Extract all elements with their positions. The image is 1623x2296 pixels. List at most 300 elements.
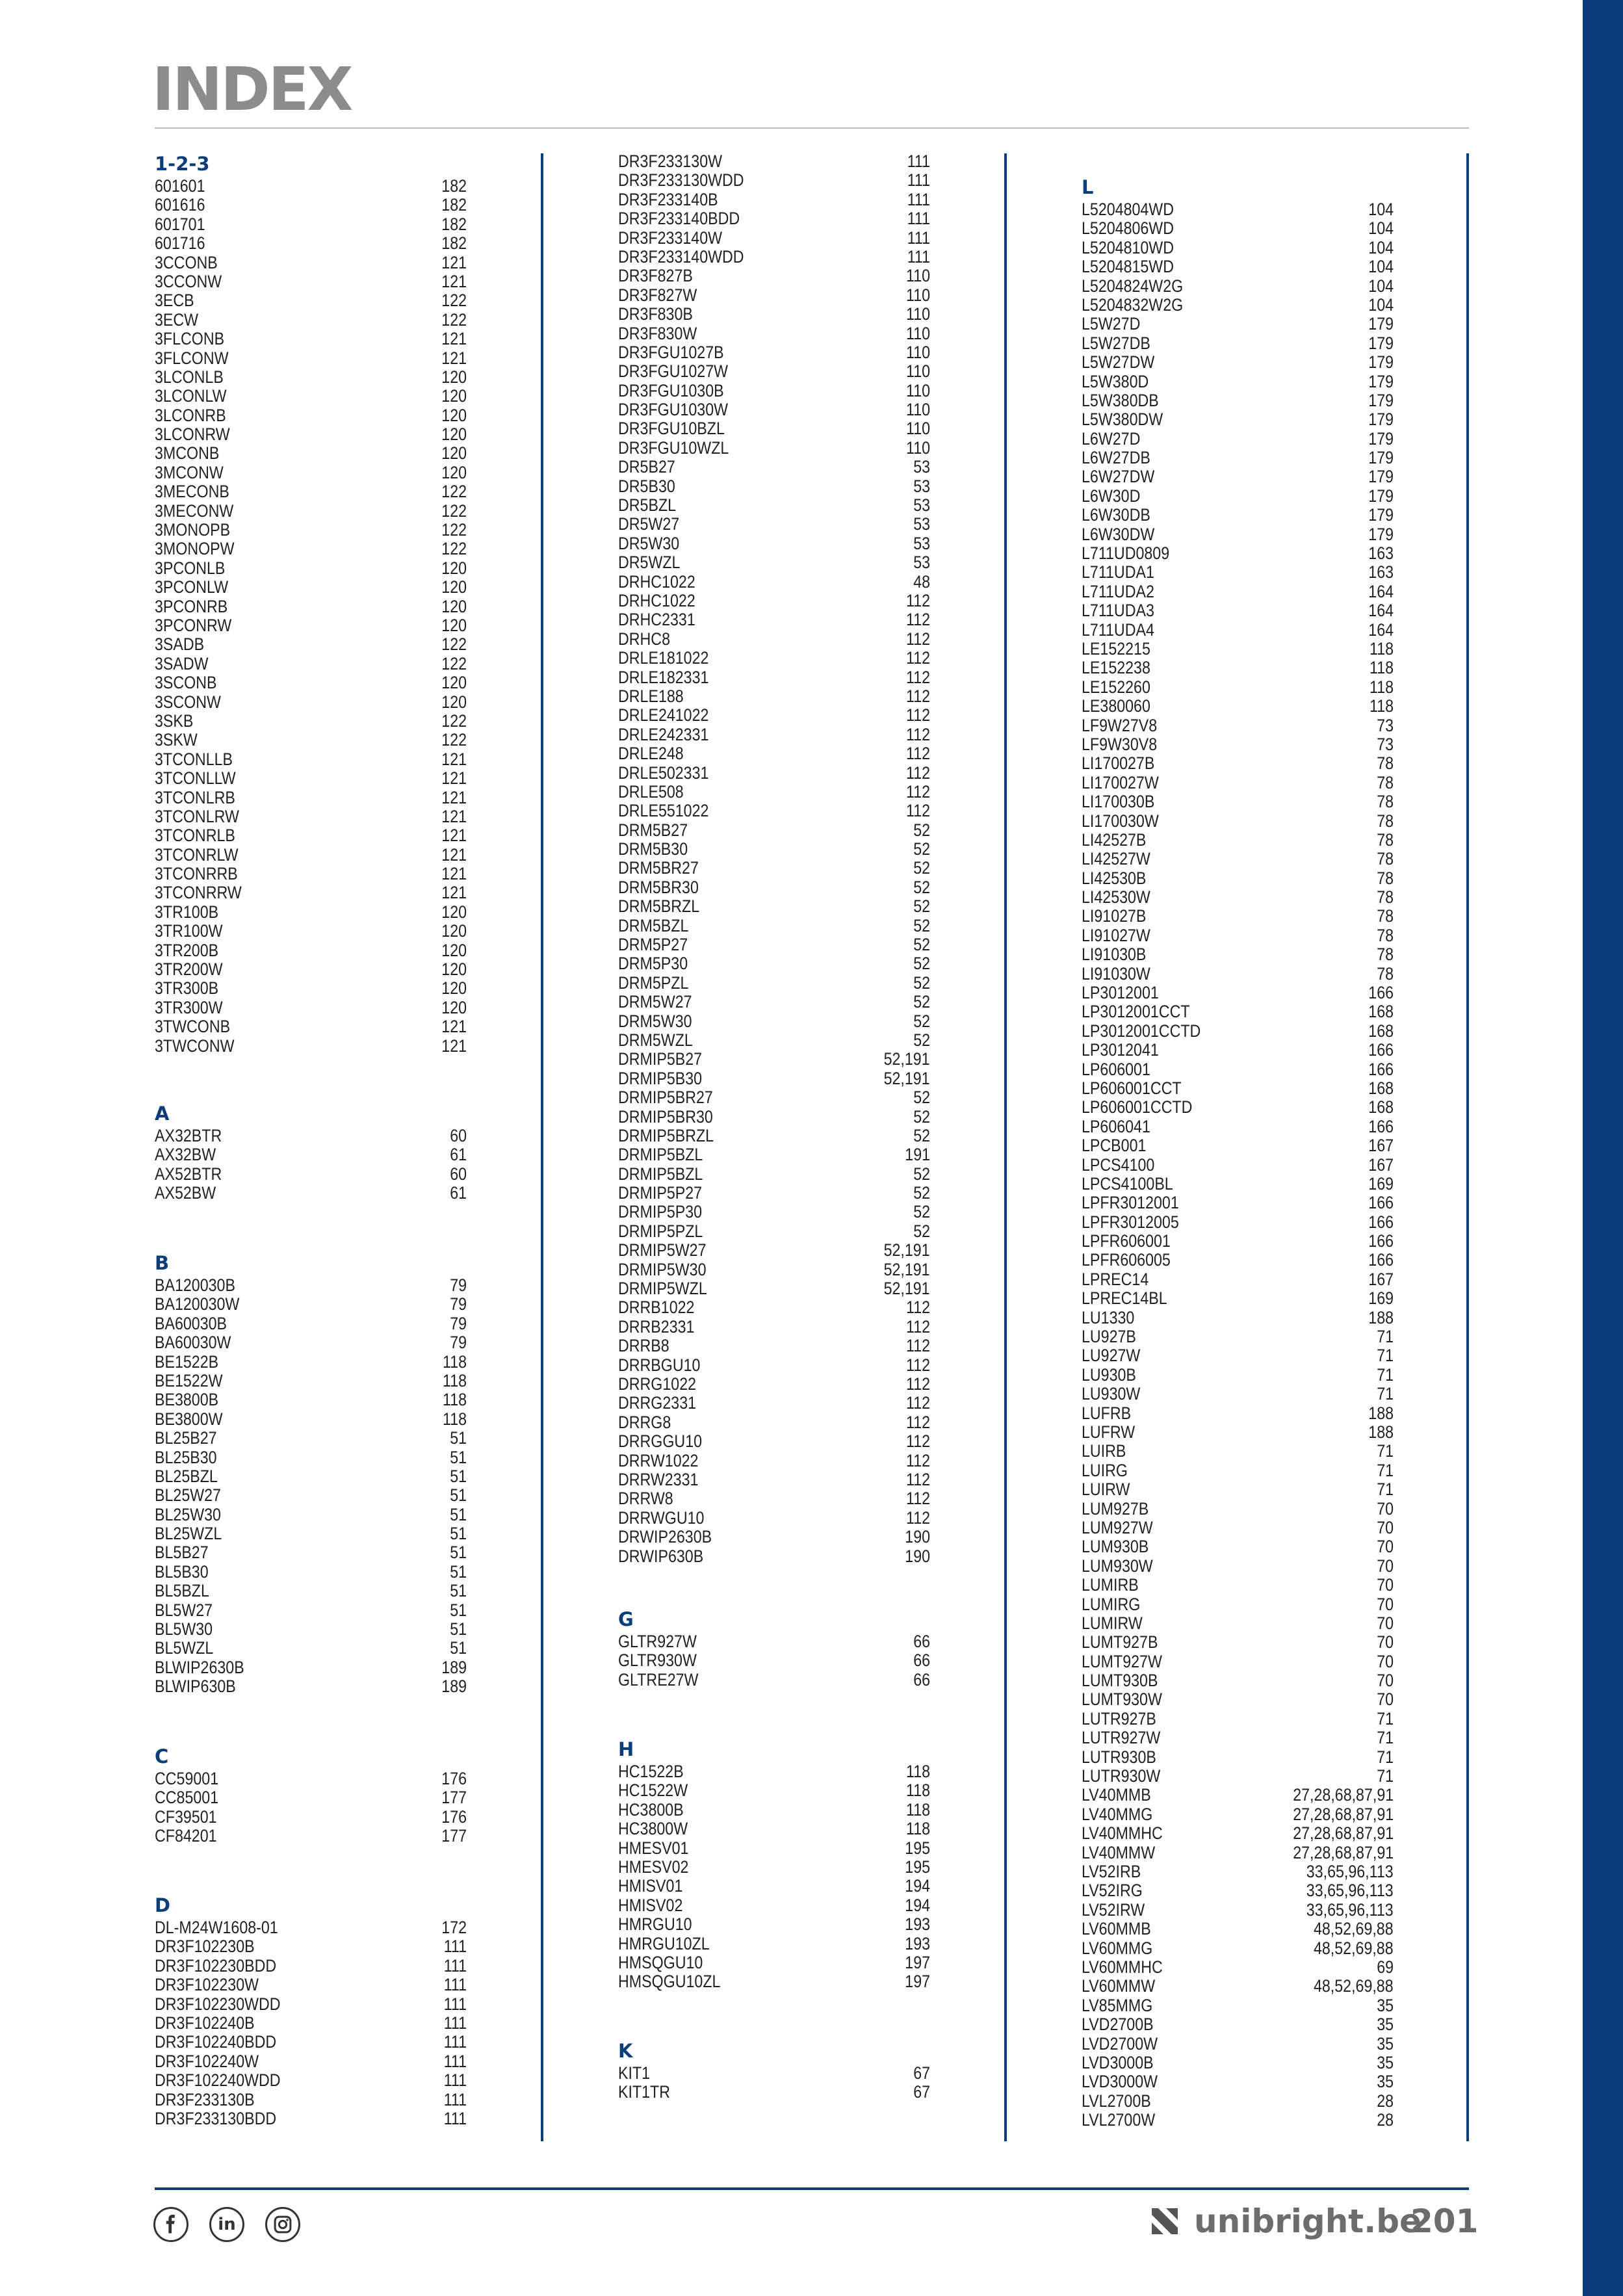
index-entry [155, 1957, 467, 1976]
product-code: DRM5BRZL [618, 896, 700, 917]
index-entry [1082, 869, 1394, 888]
index-entry [1082, 582, 1394, 601]
index-entry [1082, 2054, 1394, 2072]
index-section-g [618, 1606, 930, 1689]
index-entry [618, 974, 930, 993]
page-reference: 164 [1368, 620, 1394, 640]
product-code: LV60MMHC [1082, 1957, 1163, 1977]
unibright-logo-icon [1152, 2208, 1178, 2234]
page-reference: 112 [905, 1450, 930, 1470]
index-entry [155, 2014, 467, 2033]
product-code: LUM930B [1082, 1537, 1149, 1557]
index-entry [618, 209, 930, 228]
product-code: LUTR927B [1082, 1708, 1156, 1729]
page-reference: 61 [450, 1145, 467, 1165]
product-code: DRRW1022 [618, 1450, 699, 1470]
product-code: DRRW8 [618, 1489, 673, 1509]
page-reference: 52,191 [883, 1068, 930, 1088]
index-entry [1082, 257, 1394, 276]
page-reference: 52 [913, 992, 930, 1012]
product-code: LP3012001 [1082, 983, 1159, 1003]
index-entry [618, 382, 930, 400]
page-reference: 71 [1377, 1441, 1394, 1461]
product-code: DR3F827B [618, 266, 693, 286]
linkedin-icon[interactable]: in [209, 2207, 244, 2242]
product-code: LU927W [1082, 1346, 1141, 1366]
page-reference: 78 [1377, 811, 1394, 831]
page-reference: 70 [1377, 1613, 1394, 1633]
index-entry [1082, 391, 1394, 410]
product-code: LUIRG [1082, 1460, 1128, 1480]
index-entry [618, 419, 930, 438]
index-entry [618, 1050, 930, 1069]
product-code: DRRW2331 [618, 1469, 699, 1489]
product-code: HC3800W [618, 1819, 688, 1839]
index-entry [618, 400, 930, 419]
product-code: LI91030W [1082, 963, 1150, 984]
index-entry [155, 349, 467, 368]
page-reference: 70 [1377, 1689, 1394, 1710]
index-entry [1082, 640, 1394, 659]
index-entry [618, 286, 930, 305]
page-reference: 78 [1377, 963, 1394, 984]
index-entry [1082, 334, 1394, 353]
page-reference: 111 [443, 2089, 467, 2109]
index-entry [155, 693, 467, 712]
page-reference: 195 [905, 1838, 930, 1858]
product-code: LPCS4100BL [1082, 1173, 1173, 1194]
page-reference: 69 [1377, 1957, 1394, 1977]
index-entry [1082, 1232, 1394, 1251]
index-entry [618, 1896, 930, 1915]
index-entry [618, 1432, 930, 1451]
page-reference: 110 [905, 380, 930, 400]
index-entry [1082, 2072, 1394, 2091]
product-code: LV60MMB [1082, 1919, 1151, 1939]
page-reference: 51 [450, 1581, 467, 1601]
entry-list [155, 177, 467, 1056]
page-reference: 122 [441, 711, 467, 731]
page-reference: 112 [905, 744, 930, 764]
product-code: DRRWGU10 [618, 1507, 705, 1528]
product-code: 3MECONB [155, 482, 229, 502]
index-entry [618, 840, 930, 859]
product-code: HMSQGU10 [618, 1952, 703, 1972]
page-reference: 52,191 [883, 1259, 930, 1279]
index-entry [1082, 1557, 1394, 1576]
product-code: DR3F233130BDD [155, 2108, 277, 2128]
product-code: DR3F233140WDD [618, 246, 744, 267]
product-code: 3TR200B [155, 940, 219, 960]
page-reference: 112 [905, 781, 930, 802]
index-entry [155, 1788, 467, 1807]
page-reference: 70 [1377, 1671, 1394, 1691]
product-code: KIT1TR [618, 2082, 670, 2102]
index-entry [155, 1372, 467, 1390]
index-entry [618, 190, 930, 209]
page-reference: 78 [1377, 906, 1394, 926]
index-entry [1082, 1098, 1394, 1117]
product-code: 3ECW [155, 309, 199, 330]
index-entry [1082, 296, 1394, 315]
index-entry [618, 1452, 930, 1470]
product-code: DRRBGU10 [618, 1355, 701, 1375]
page-reference: 71 [1377, 1346, 1394, 1366]
product-code: LE380060 [1082, 696, 1150, 716]
product-code: DR3F233140W [618, 228, 723, 248]
index-entry [618, 343, 930, 362]
index-entry [1082, 1385, 1394, 1403]
page-reference: 104 [1368, 218, 1394, 239]
index-entry [1082, 2111, 1394, 2130]
product-code: LUIRW [1082, 1480, 1130, 1500]
index-entry [618, 439, 930, 458]
entry-list [155, 1276, 467, 1697]
index-entry [155, 789, 467, 807]
product-code: DRM5P27 [618, 935, 688, 955]
page-reference: 179 [1368, 390, 1394, 410]
product-code: DRMIP5P27 [618, 1183, 703, 1203]
product-code: 601601 [155, 176, 205, 196]
page-reference: 111 [443, 1955, 467, 1976]
index-entry [155, 846, 467, 865]
page-reference: 51 [450, 1447, 467, 1467]
product-code: 3PCONRB [155, 596, 228, 616]
page-reference: 118 [442, 1390, 467, 1410]
index-entry [618, 458, 930, 476]
index-entry [1082, 544, 1394, 563]
index-entry [155, 597, 467, 616]
page-reference: 52 [913, 896, 930, 917]
page-reference: 191 [905, 1145, 930, 1165]
page-reference: 35 [1377, 2015, 1394, 2035]
page-reference: 51 [450, 1428, 467, 1448]
page-reference: 52 [913, 1164, 930, 1184]
index-entry [1082, 563, 1394, 582]
page-reference: 52,191 [883, 1049, 930, 1069]
product-code: LU930B [1082, 1364, 1136, 1385]
page-reference: 27,28,68,87,91 [1293, 1842, 1394, 1862]
section-letter: G [618, 1608, 634, 1630]
page-reference: 112 [905, 724, 930, 744]
index-entry [618, 1318, 930, 1337]
index-entry [618, 630, 930, 649]
brand-website[interactable]: unibright.be [1194, 2202, 1422, 2240]
page-reference: 112 [905, 1393, 930, 1413]
product-code: 3MONOPB [155, 520, 231, 540]
product-code: DRRB8 [618, 1336, 669, 1356]
index-entry [1082, 716, 1394, 735]
index-entry [155, 540, 467, 558]
page-reference: 52,191 [883, 1279, 930, 1299]
page-reference: 112 [905, 648, 930, 668]
index-entry [1082, 831, 1394, 850]
page-reference: 104 [1368, 257, 1394, 277]
page-reference: 121 [441, 749, 467, 769]
page-reference: 48,52,69,88 [1314, 1976, 1394, 1996]
product-code: LPCS4100 [1082, 1155, 1155, 1175]
index-entry [155, 1937, 467, 1956]
product-code: AX32BTR [155, 1126, 222, 1145]
product-code: 3TR100W [155, 921, 223, 941]
product-code: DRLE182331 [618, 667, 709, 687]
page-reference: 51 [450, 1524, 467, 1544]
index-entry [155, 1808, 467, 1827]
page-reference: 120 [441, 577, 467, 597]
page-reference: 35 [1377, 2052, 1394, 2072]
page-reference: 118 [1369, 638, 1394, 659]
product-code: LUMIRG [1082, 1594, 1141, 1614]
page-reference: 112 [905, 1469, 930, 1489]
index-entry [155, 865, 467, 883]
product-code: 3FLCONW [155, 348, 229, 368]
index-entry [618, 1337, 930, 1355]
product-code: 3LCONRW [155, 424, 230, 445]
page-reference: 120 [441, 673, 467, 693]
section-letter: H [618, 1738, 634, 1760]
page-reference: 122 [441, 520, 467, 540]
product-code: LUMIRW [1082, 1613, 1143, 1633]
index-entry [155, 731, 467, 750]
page-reference: 112 [905, 686, 930, 706]
column-divider [541, 153, 543, 2141]
product-code: BL5B27 [155, 1543, 209, 1563]
page-reference: 167 [1368, 1155, 1394, 1175]
page-reference: 118 [905, 1762, 930, 1781]
section-letter: B [155, 1252, 170, 1274]
product-code: DRHC1022 [618, 571, 695, 592]
product-code: 601701 [155, 214, 205, 234]
product-code: 3TCONLLW [155, 768, 236, 789]
index-entry [155, 196, 467, 215]
product-code: LUM930W [1082, 1556, 1153, 1576]
product-code: LPFR606005 [1082, 1250, 1171, 1270]
product-code: DRLE188 [618, 686, 684, 706]
product-code: KIT1 [618, 2063, 651, 2083]
page-reference: 71 [1377, 1364, 1394, 1385]
page-reference: 163 [1368, 543, 1394, 564]
product-code: LE152238 [1082, 658, 1150, 678]
page-reference: 121 [441, 806, 467, 826]
product-code: AX52BW [155, 1183, 216, 1203]
page-reference: 179 [1368, 333, 1394, 353]
product-code: LV52IRG [1082, 1881, 1143, 1901]
product-code: DRMIP5W27 [618, 1240, 707, 1260]
index-entry [1082, 1881, 1394, 1900]
index-entry [1082, 1442, 1394, 1461]
page-reference: 61 [450, 1183, 467, 1203]
page-reference: 112 [905, 629, 930, 649]
product-code: LP3012001CCT [1082, 1002, 1190, 1022]
page-reference: 176 [441, 1807, 467, 1827]
page-reference: 28 [1377, 2110, 1394, 2130]
index-entry [155, 311, 467, 330]
index-entry [155, 1769, 467, 1788]
product-code: 601716 [155, 233, 205, 254]
product-code: HMSQGU10ZL [618, 1972, 721, 1992]
product-code: DRMIP5BR27 [618, 1088, 713, 1108]
page-reference: 122 [441, 482, 467, 502]
index-entry [155, 387, 467, 406]
product-code: BL25BZL [155, 1466, 218, 1486]
index-entry [155, 1184, 467, 1203]
page-reference: 120 [441, 443, 467, 463]
product-code: LV40MMG [1082, 1804, 1153, 1824]
index-entry [618, 1184, 930, 1203]
page-reference: 111 [443, 1937, 467, 1957]
product-code: DR3F830W [618, 323, 697, 343]
product-code: CC85001 [155, 1788, 219, 1808]
index-entry [618, 267, 930, 285]
index-entry [1082, 1595, 1394, 1614]
index-entry [618, 534, 930, 553]
index-entry [618, 878, 930, 897]
index-entry [618, 1762, 930, 1781]
product-code: DR3FGU10BZL [618, 419, 725, 439]
index-entry [618, 1108, 930, 1127]
index-entry [618, 1509, 930, 1528]
index-entry [155, 2033, 467, 2052]
index-entry [618, 897, 930, 916]
page-reference: 111 [443, 2051, 467, 2071]
index-entry [155, 425, 467, 444]
index-entry [1082, 792, 1394, 811]
product-code: DR5WZL [618, 553, 681, 573]
product-code: BE3800W [155, 1409, 223, 1429]
index-entry [155, 1543, 467, 1562]
page-reference: 110 [905, 361, 930, 382]
index-entry [1082, 372, 1394, 391]
product-code: DRLE502331 [618, 763, 709, 783]
facebook-icon[interactable] [153, 2207, 188, 2242]
index-entry [618, 821, 930, 840]
index-entry [618, 1222, 930, 1241]
product-code: LUMIRB [1082, 1575, 1139, 1595]
index-entry [155, 1165, 467, 1184]
product-code: L6W30DB [1082, 505, 1150, 525]
page-reference: 111 [907, 228, 930, 248]
product-code: LUMT927B [1082, 1632, 1158, 1652]
product-code: DRMIP5P30 [618, 1202, 703, 1222]
page-reference: 120 [441, 940, 467, 960]
index-entry [1082, 1251, 1394, 1270]
product-code: CF39501 [155, 1807, 217, 1827]
page-reference: 164 [1368, 581, 1394, 601]
product-code: BL25B30 [155, 1447, 217, 1467]
page-reference: 78 [1377, 772, 1394, 792]
index-entry [1082, 754, 1394, 773]
page-reference: 112 [905, 1298, 930, 1318]
page-reference: 121 [441, 768, 467, 789]
index-entry [618, 610, 930, 629]
product-code: L711UD0809 [1082, 543, 1170, 564]
page-reference: 182 [441, 214, 467, 234]
product-code: LU1330 [1082, 1307, 1135, 1327]
index-entry [1082, 1844, 1394, 1862]
product-code: DRLE241022 [618, 705, 709, 725]
page-reference: 79 [450, 1313, 467, 1333]
index-entry [618, 668, 930, 687]
product-code: LV52IRW [1082, 1899, 1145, 1920]
product-code: L5W380D [1082, 371, 1149, 391]
index-entry [1082, 219, 1394, 238]
product-code: BL25W30 [155, 1504, 221, 1524]
product-code: DRM5W27 [618, 992, 692, 1012]
index-entry [155, 903, 467, 922]
page-reference: 120 [441, 424, 467, 445]
page-reference: 35 [1377, 2072, 1394, 2092]
product-code: 3SKW [155, 730, 198, 750]
page-reference: 179 [1368, 352, 1394, 372]
instagram-icon[interactable] [265, 2207, 300, 2242]
page-reference: 166 [1368, 1040, 1394, 1060]
index-section-d-continued [618, 152, 930, 1566]
product-code: DRM5WZL [618, 1030, 693, 1050]
page-reference: 189 [441, 1676, 467, 1697]
page-reference: 120 [441, 367, 467, 387]
page-reference: 110 [905, 323, 930, 343]
page-reference: 79 [450, 1294, 467, 1314]
page-reference: 71 [1377, 1747, 1394, 1767]
page-reference: 168 [1368, 1078, 1394, 1098]
index-section-a [155, 1101, 467, 1203]
index-entry [618, 993, 930, 1011]
product-code: BA120030B [155, 1275, 235, 1295]
product-code: LF9W30V8 [1082, 734, 1158, 754]
product-code: L711UDA3 [1082, 601, 1154, 621]
index-entry [618, 1671, 930, 1689]
product-code: L5W380DW [1082, 410, 1163, 430]
product-code: DR3F102230B [155, 1937, 255, 1957]
product-code: LVD3000B [1082, 2052, 1154, 2072]
page-reference: 51 [450, 1638, 467, 1658]
index-entry [618, 553, 930, 572]
product-code: DRWIP630B [618, 1546, 704, 1566]
index-entry [1082, 1805, 1394, 1824]
index-entry [155, 1563, 467, 1582]
index-entry [1082, 1576, 1394, 1595]
page-reference: 111 [907, 246, 930, 267]
entry-list [618, 1632, 930, 1689]
page-reference: 118 [905, 1781, 930, 1801]
page-reference: 179 [1368, 428, 1394, 449]
index-entry [618, 573, 930, 592]
product-code: LUIRB [1082, 1441, 1126, 1461]
page-reference: 168 [1368, 1002, 1394, 1022]
page-reference: 110 [905, 419, 930, 439]
index-section-1-2-3 [155, 151, 467, 1056]
page-reference: 52 [913, 1221, 930, 1241]
index-entry [618, 725, 930, 744]
index-entry [618, 1801, 930, 1820]
product-code: DRMIP5BRZL [618, 1125, 714, 1145]
page-reference: 112 [905, 667, 930, 687]
page-reference: 71 [1377, 1460, 1394, 1480]
side-accent-bar [1583, 0, 1623, 2296]
product-code: LI42530B [1082, 868, 1147, 888]
index-entry [155, 444, 467, 463]
index-entry [155, 578, 467, 597]
page-reference: 112 [905, 590, 930, 610]
index-section-d [155, 1892, 467, 2128]
index-entry [1082, 984, 1394, 1002]
page-reference: 166 [1368, 1116, 1394, 1136]
page-reference: 35 [1377, 1995, 1394, 2015]
index-entry [155, 463, 467, 482]
product-code: AX32BW [155, 1145, 216, 1165]
page-reference: 111 [907, 170, 930, 190]
page-reference: 112 [905, 763, 930, 783]
